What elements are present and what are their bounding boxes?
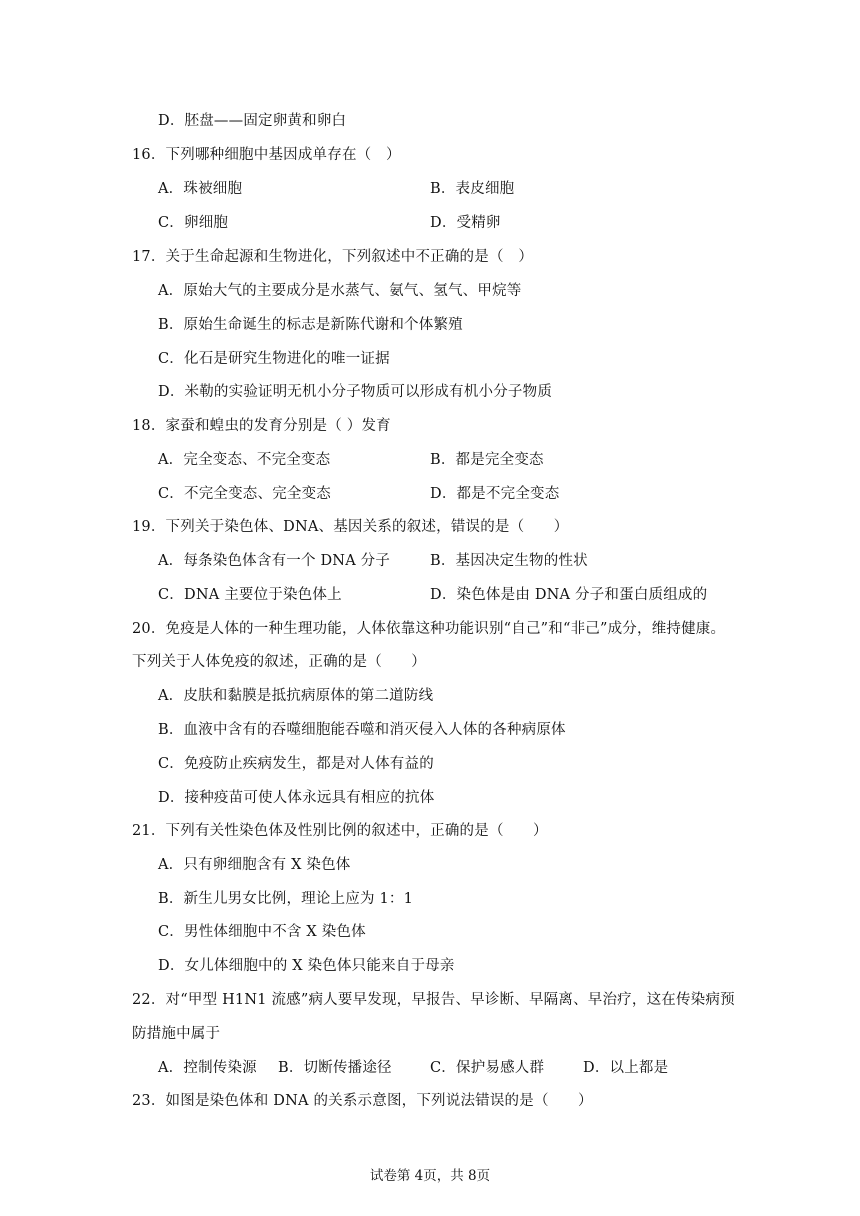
q16-option-c: C．卵细胞 [158, 215, 229, 231]
q18-stem: 18．家蚕和蝗虫的发育分别是（ ）发育 [132, 418, 391, 434]
page-footer: 试卷第 4页，共 8页 [369, 1168, 491, 1184]
q20-stem-line-1: 20．免疫是人体的一种生理功能，人体依靠这种功能识别“自己”和“非己”成分，维持健康。 [132, 621, 726, 637]
q22-stem-line-1: 22．对“甲型 H1N1 流感”病人要早发现，早报告、早诊断、早隔离、早治疗，这在传染病预 [132, 992, 735, 1008]
q20-stem-line-2: 下列关于人体免疫的叙述，正确的是（ ） [132, 654, 426, 670]
q17-option-c: C．化石是研究生物进化的唯一证据 [158, 351, 390, 367]
q21-option-c: C．男性体细胞中不含 X 染色体 [158, 924, 366, 940]
q19-stem: 19．下列关于染色体、DNA、基因关系的叙述，错误的是（ ） [132, 519, 569, 535]
q16-option-b: B．表皮细胞 [430, 181, 515, 197]
q18-option-d: D．都是不完全变态 [430, 486, 560, 502]
q20-option-c: C．免疫防止疾病发生，都是对人体有益的 [158, 756, 434, 772]
q19-option-c: C．DNA 主要位于染色体上 [158, 587, 342, 603]
q17-option-a: A．原始大气的主要成分是水蒸气、氨气、氢气、甲烷等 [158, 283, 522, 299]
q21-option-b: B．新生儿男女比例，理论上应为 1：1 [158, 891, 414, 907]
q18-option-a: A．完全变态、不完全变态 [158, 452, 331, 468]
q22-stem-line-2: 防措施中属于 [132, 1026, 221, 1042]
q17-stem: 17．关于生命起源和生物进化，下列叙述中不正确的是（ ） [132, 249, 534, 265]
q19-option-a: A．每条染色体含有一个 DNA 分子 [158, 553, 391, 569]
q22-option-a: A．控制传染源 [158, 1060, 257, 1076]
q15-option-d: D．胚盘——固定卵黄和卵白 [158, 113, 347, 129]
q16-option-d: D．受精卵 [430, 215, 501, 231]
q18-option-b: B．都是完全变态 [430, 452, 544, 468]
q19-option-b: B．基因决定生物的性状 [430, 553, 588, 569]
q22-option-c: C．保护易感人群 [430, 1060, 545, 1076]
q21-option-d: D．女儿体细胞中的 X 染色体只能来自于母亲 [158, 958, 455, 974]
q22-option-d: D．以上都是 [583, 1060, 669, 1076]
q18-option-c: C．不完全变态、完全变态 [158, 486, 331, 502]
q21-stem: 21．下列有关性染色体及性别比例的叙述中，正确的是（ ） [132, 823, 548, 839]
q19-option-d: D．染色体是由 DNA 分子和蛋白质组成的 [430, 587, 708, 603]
q20-option-a: A．皮肤和黏膜是抵抗病原体的第二道防线 [158, 688, 434, 704]
q16-stem: 16．下列哪种细胞中基因成单存在（ ） [132, 147, 401, 163]
q16-option-a: A．珠被细胞 [158, 181, 243, 197]
q17-option-b: B．原始生命诞生的标志是新陈代谢和个体繁殖 [158, 317, 463, 333]
q17-option-d: D．米勒的实验证明无机小分子物质可以形成有机小分子物质 [158, 384, 553, 400]
q22-option-b: B．切断传播途径 [278, 1060, 392, 1076]
q20-option-d: D．接种疫苗可使人体永远具有相应的抗体 [158, 790, 435, 806]
q23-stem: 23．如图是染色体和 DNA 的关系示意图，下列说法错误的是（ ） [132, 1093, 593, 1109]
q21-option-a: A．只有卵细胞含有 X 染色体 [158, 857, 351, 873]
q20-option-b: B．血液中含有的吞噬细胞能吞噬和消灭侵入人体的各种病原体 [158, 722, 566, 738]
